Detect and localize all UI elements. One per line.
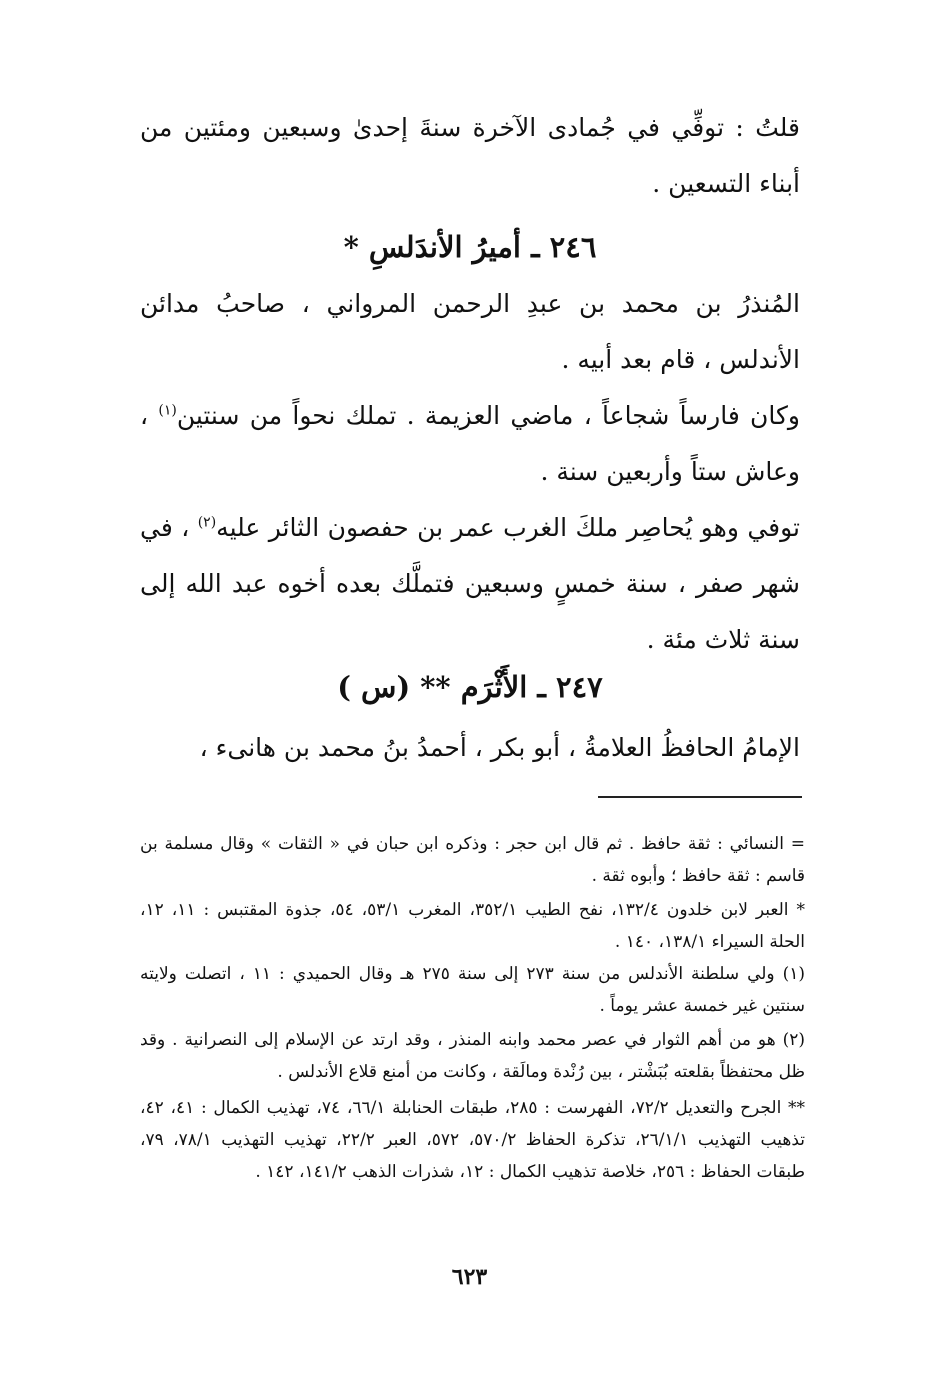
paragraph-text: وكان فارساً شجاعاً ، ماضي العزيمة . تملك نحواً من سنتين (176, 401, 800, 430)
footnote-1: (١) ولي سلطنة الأندلس من سنة ٢٧٣ إلى سنة ٢٧٥ هـ وقال الحميدي : ١١ ، اتصلت ولايته سنتين غير خمسة عشر يوماً . (140, 964, 805, 1016)
page-number: ٦٢٣ (451, 1264, 488, 1290)
footnote-ref-1: (١) (158, 402, 177, 419)
paragraph-text: توفي وهو يُحاصِر ملكَ الغرب عمر بن حفصون الثائر عليه (216, 513, 800, 542)
entry-heading-246: ٢٤٦ ـ أميرُ الأندَلسِ * (343, 230, 597, 264)
paragraph-athram-intro: الإمامُ الحافظُ العلامةُ ، أبو بكر ، أحمدُ بنُ محمد بن هانىء ، (199, 733, 800, 762)
paragraph-text: ، وعاش ستاً وأربعين سنة . (140, 401, 800, 486)
footnote-sources-247: ** الجرح والتعديل ٧٢/٢، الفهرست : ٢٨٥، طبقات الحنابلة ٦٦/١، ٧٤، تهذيب الكمال : ٤١، ٤٢، تذهيب التهذيب ٢٦/١/١، تذكرة الحفاظ ٥٧٠/٢، ٥٧٢، العبر ٢٢/٢، تهذيب التهذيب ٧٨/١، ٧٩، طبقات الحفاظ : ٢٥٦، خلاصة تذهيب الكمال : ١٢، شذرات الذهب ١٤١/٢، ١٤٢ . (140, 1098, 806, 1182)
entry-heading-247: ٢٤٧ ـ الأَثْرَم ** (س ) (337, 670, 603, 704)
footnote-2: (٢) هو من أهم الثوار في عصر محمد وابنه المنذر ، وقد ارتد عن الإسلام إلى النصرانية . وقد ظل محتفظاً بقلعته بُبَشْتر ، بين رُنْدة ومالَقة ، وكانت من أمنع قلاع الأندلس . (140, 1030, 805, 1082)
paragraph-almundhir-reign (140, 388, 800, 500)
paragraph-text: ، في شهر صفر ، سنة خمسٍ وسبعين فتملَّك بعده أخوه عبد الله إلى سنة ثلاث مئة . (140, 513, 800, 654)
footnote-separator (598, 796, 802, 798)
footnote-continued: = النسائي : ثقة حافظ . ثم قال ابن حجر : وذكره ابن حبان في « الثقات » وقال مسلمة بن قاسم : ثقة حافظ ؛ وأبوه ثقة . (140, 834, 805, 886)
paragraph-almundhir-death (140, 500, 800, 668)
paragraph-death-note: قلتُ : توفِّي في جُمادى الآخرة سنةَ إحدىٰ وسبعين ومئتين من أبناء التسعين . (140, 113, 800, 198)
footnote-ref-2: (٢) (197, 514, 217, 531)
footnote-sources-246: * العبر لابن خلدون ١٣٢/٤، نفح الطيب ٣٥٢/١، المغرب ٥٣/١، ٥٤، جذوة المقتبس : ١١، ١٢، الحلة السيراء ١٣٨/١، ١٤٠ . (140, 900, 805, 952)
paragraph-almundhir-intro: المُنذرُ بن محمد بن عبدِ الرحمن المرواني ، صاحبُ مدائن الأندلس ، قام بعد أبيه . (140, 289, 800, 374)
